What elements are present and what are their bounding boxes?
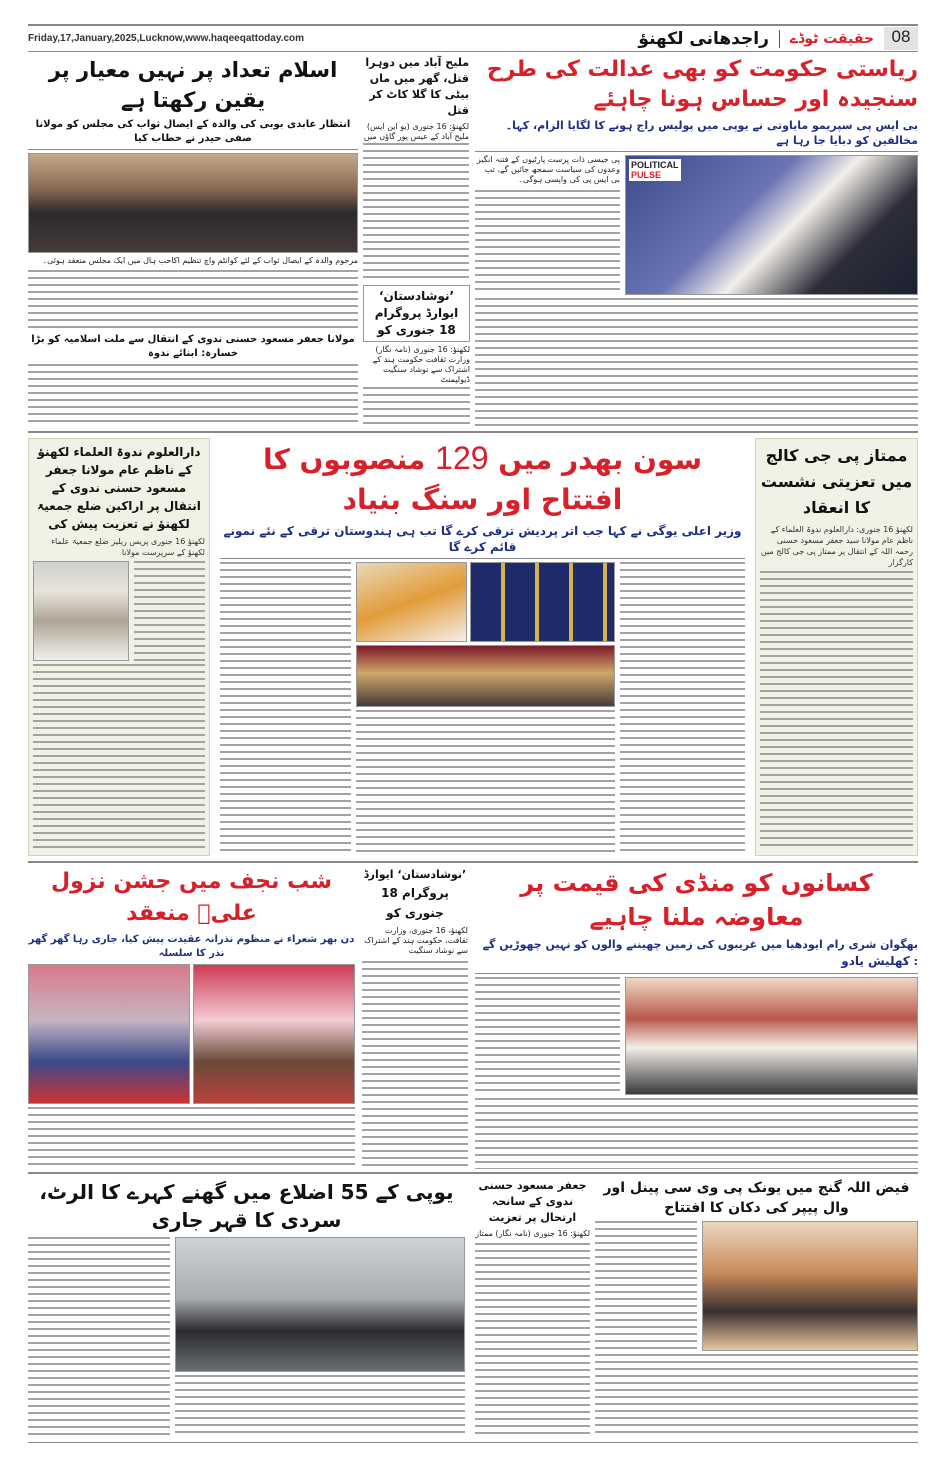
photo-row xyxy=(28,964,355,1104)
article-body xyxy=(475,1229,590,1438)
photo-column xyxy=(175,1237,465,1438)
article-body xyxy=(475,1098,918,1169)
section-title: راجدھانی لکھنؤ xyxy=(638,28,769,49)
fog-alert-headline: یوپی کے 55 اضلاع میں گھنے کہرے کا الرٹ، سردی کا قہر جاری xyxy=(39,1180,454,1232)
jamiat-dateline: لکھنؤ 16 جنوری پریس ریلیز ضلع جمعیۃ علماء لکھنؤ کے سرپرست مولانا xyxy=(51,537,205,557)
top-left-headline: اسلام تعداد پر نہیں معیار پر یقین رکھتا ہے xyxy=(48,58,338,112)
body-snippet: پی جیسی ذات پرست پارٹیوں کے فتنہ انگیز وعدوں کی سیاست سمجھ جائیں گے، تب بی ایس پی کی واپسی ہوگی۔ xyxy=(476,155,620,184)
shab-najaf-headline: شب نجف میں جشن نزول علیؑ منعقد xyxy=(50,869,333,926)
article-body xyxy=(28,1237,170,1438)
section-rule xyxy=(28,431,918,433)
mumtaz-dateline: لکھنؤ 16 جنوری: دارالعلوم ندوۃ العلماء کے ناظم عام مولانا سید جعفر مسعود حسنی رحمہ اللہ کے انتقال پر ممتاز پی جی کالج میں کارگزار xyxy=(760,525,913,567)
badge-line1: POLITICAL xyxy=(631,160,679,170)
farmers-headline: کسانوں کو منڈی کی قیمت پر معاوضہ ملنا چاہیے xyxy=(520,869,873,931)
shop-opening-headline: فیض اللہ گنج میں یونک پی وی سی پینل اور وال پیپر کی دکان کا افتتاح xyxy=(603,1180,910,1216)
nadwa-headline: مولانا جعفر مسعود حسنی ندوی کے انتقال سے ملت اسلامیہ کو بڑا خسارہ: ابنائے ندوہ xyxy=(31,333,355,359)
yogi-ceremony-photo xyxy=(356,562,467,642)
header-rule xyxy=(28,51,918,52)
dateline-snippet: لکھنؤ: 16 جنوری (یو این ایس) ملیح آباد کے عیس پور گاؤں میں xyxy=(363,122,469,141)
body-snippet: مرحوم والدہ کے ایصال ثواب کے لئے کوانٹم واچ تنظیم اکاحب ہال میں ایک مجلس منعقد ہوئی۔ xyxy=(28,256,358,266)
article-body xyxy=(28,256,358,330)
subhead-text: بھگوان شری رام ایودھیا میں غریبوں کی زمین چھیننے والوں کو نہیں چھوڑیں گے : xyxy=(482,938,918,968)
article-body xyxy=(595,1221,697,1351)
photo-row xyxy=(475,977,918,1095)
article-body xyxy=(620,562,745,856)
photo-pair xyxy=(356,562,615,642)
photo-column xyxy=(356,562,615,856)
shab-najaf-subhead: دن بھر شعراء نے منظوم نذرانہ عقیدت پیش کیا، جاری رہا گھر گھر نذر کا سلسلہ xyxy=(28,934,355,959)
fog-alert-story xyxy=(28,1178,465,1438)
gathering-photo xyxy=(193,964,355,1104)
headline-line2: پروگرام 18 جنوری کو xyxy=(381,886,449,920)
award-story-2 xyxy=(362,866,468,1169)
photo-row xyxy=(28,1237,465,1438)
top-rule xyxy=(28,24,918,26)
jamiat-condolence-box xyxy=(28,438,210,856)
headline-line1: ’نوشادستان‘ ایوارڈ xyxy=(363,868,467,881)
majlis-gathering-photo xyxy=(28,153,358,253)
header-divider xyxy=(779,30,780,48)
divider xyxy=(475,151,918,152)
condolence-headline: جعفر مسعود حسنی ندوی کے سانحہ ارتحال پر تعزیت xyxy=(478,1179,587,1224)
poet-reciting-photo xyxy=(28,964,190,1104)
award-story-box xyxy=(363,285,470,342)
foggy-street-umbrella-photo xyxy=(175,1237,465,1372)
article-body xyxy=(363,122,469,281)
top-right-headline: ریاستی حکومت کو بھی عدالت کی طرح سنجیدہ اور حساس ہونا چاہئے xyxy=(486,57,918,112)
award-story-2-headline xyxy=(362,866,468,923)
project-plaques-photo xyxy=(470,562,615,642)
dateline-snippet: لکھنؤ: 16 جنوری (نامہ نگار) وزارت ثقافت حکومت ہند کے اشتراک سے نوشاد سنگیت ڈیولپمنٹ xyxy=(363,345,470,385)
sonbhadra-headline xyxy=(220,438,745,520)
article-body xyxy=(475,977,620,1095)
mumtaz-college-box xyxy=(755,438,918,856)
section-rule xyxy=(28,861,918,863)
award-story xyxy=(363,285,470,427)
article-body xyxy=(33,664,205,851)
political-pulse-badge xyxy=(629,159,681,181)
murder-story xyxy=(363,55,469,281)
award-headline: ’نوشادستان‘ ایوارڈ پروگرام 18 جنوری کو xyxy=(374,289,459,337)
dateline-snippet: لکھنؤ، 16 جنوری، وزارت ثقافت، حکومت ہند کے اشتراک سے نوشاد سنگیت xyxy=(362,926,468,956)
article-body xyxy=(28,1107,355,1169)
article-body xyxy=(595,1354,918,1438)
mumtaz-headline: ممتاز پی جی کالج میں تعزیتی نشست کا انعقاد xyxy=(760,446,913,517)
top-left-subhead: انتظار عابدی بوبی کی والدہ کے ایصال ثواب کی مجلس کو مولانا صفی حیدر نے خطاب کیا xyxy=(35,119,351,144)
divider xyxy=(220,558,745,559)
newspaper-logo: حقیقت ٹوڈے xyxy=(789,30,874,47)
article-body xyxy=(175,1375,465,1438)
maulana-portrait-photo xyxy=(33,561,129,661)
article-body xyxy=(134,561,205,661)
article-body xyxy=(760,571,913,851)
headline-part1: سون بھدر میں xyxy=(498,443,703,476)
page-header xyxy=(28,27,918,50)
top-left-story xyxy=(28,55,358,427)
article-body xyxy=(220,562,351,856)
article-body xyxy=(475,155,620,295)
sonbhadra-subhead: وزیر اعلی یوگی نے کہا جب اتر پردیش ترقی کرے گا تب ہی ہندوستان ترقی کے نئے نمونے قائم کرے گا xyxy=(223,524,742,554)
page-number: 08 xyxy=(884,27,918,50)
divider xyxy=(28,149,358,150)
trophy-presentation-photo xyxy=(356,645,615,707)
article-body xyxy=(356,710,615,856)
top-right-subhead: بی ایس پی سپریمو مایاوتی نے یوپی میں پولیس راج ہونے کا لگایا الزام، کہا۔مخالفین کو دبایا جا رہا ہے xyxy=(505,119,918,147)
farmers-story xyxy=(475,866,918,1169)
murder-story-headline: ملیح آباد میں دوہرا قتل، گھر میں ماں بیٹی کا گلا کاٹ کر قتل xyxy=(365,56,469,117)
akhilesh-meeting-photo xyxy=(625,977,918,1095)
jamiat-headline: دارالعلوم ندوۃ العلماء لکھنؤ کے ناظم عام مولانا جعفر مسعود حسنی ندوی کے انتقال پر اراکین ضلع جمعیۃ لکھنؤ نے تعزیت پیش کی xyxy=(37,445,201,531)
article-body xyxy=(475,298,918,427)
badge-line2: PULSE xyxy=(631,170,662,180)
shab-najaf-story xyxy=(28,866,355,1169)
dateline: Friday,17,January,2025,Lucknow,www.haqeeqattoday.com xyxy=(28,33,305,44)
photo-row xyxy=(595,1221,918,1351)
article-body xyxy=(363,345,470,427)
shop-opening-story xyxy=(595,1178,918,1438)
top-right-story xyxy=(475,55,918,427)
section-rule xyxy=(28,1172,918,1174)
ribbon-cutting-photo xyxy=(702,1221,918,1351)
bottom-rule xyxy=(28,1442,918,1443)
sonbhadra-story xyxy=(220,438,745,856)
headline-number: 129 xyxy=(435,440,489,476)
article-body xyxy=(28,364,358,428)
photo-row xyxy=(475,155,918,295)
farmers-subhead xyxy=(475,937,918,970)
headline-part2: منصوبوں کا افتتاح اور سنگ بنیاد xyxy=(262,443,623,516)
mayawati-press-photo xyxy=(625,155,918,295)
subhead-name: کھلیش یادو xyxy=(841,954,910,968)
photo-row xyxy=(33,561,205,661)
condolence-story xyxy=(475,1178,590,1438)
dateline-snippet: لکھنؤ: 16 جنوری (نامہ نگار) ممتاز xyxy=(475,1229,590,1238)
article-body xyxy=(362,926,468,1169)
divider xyxy=(475,973,918,974)
story-columns xyxy=(220,562,745,856)
